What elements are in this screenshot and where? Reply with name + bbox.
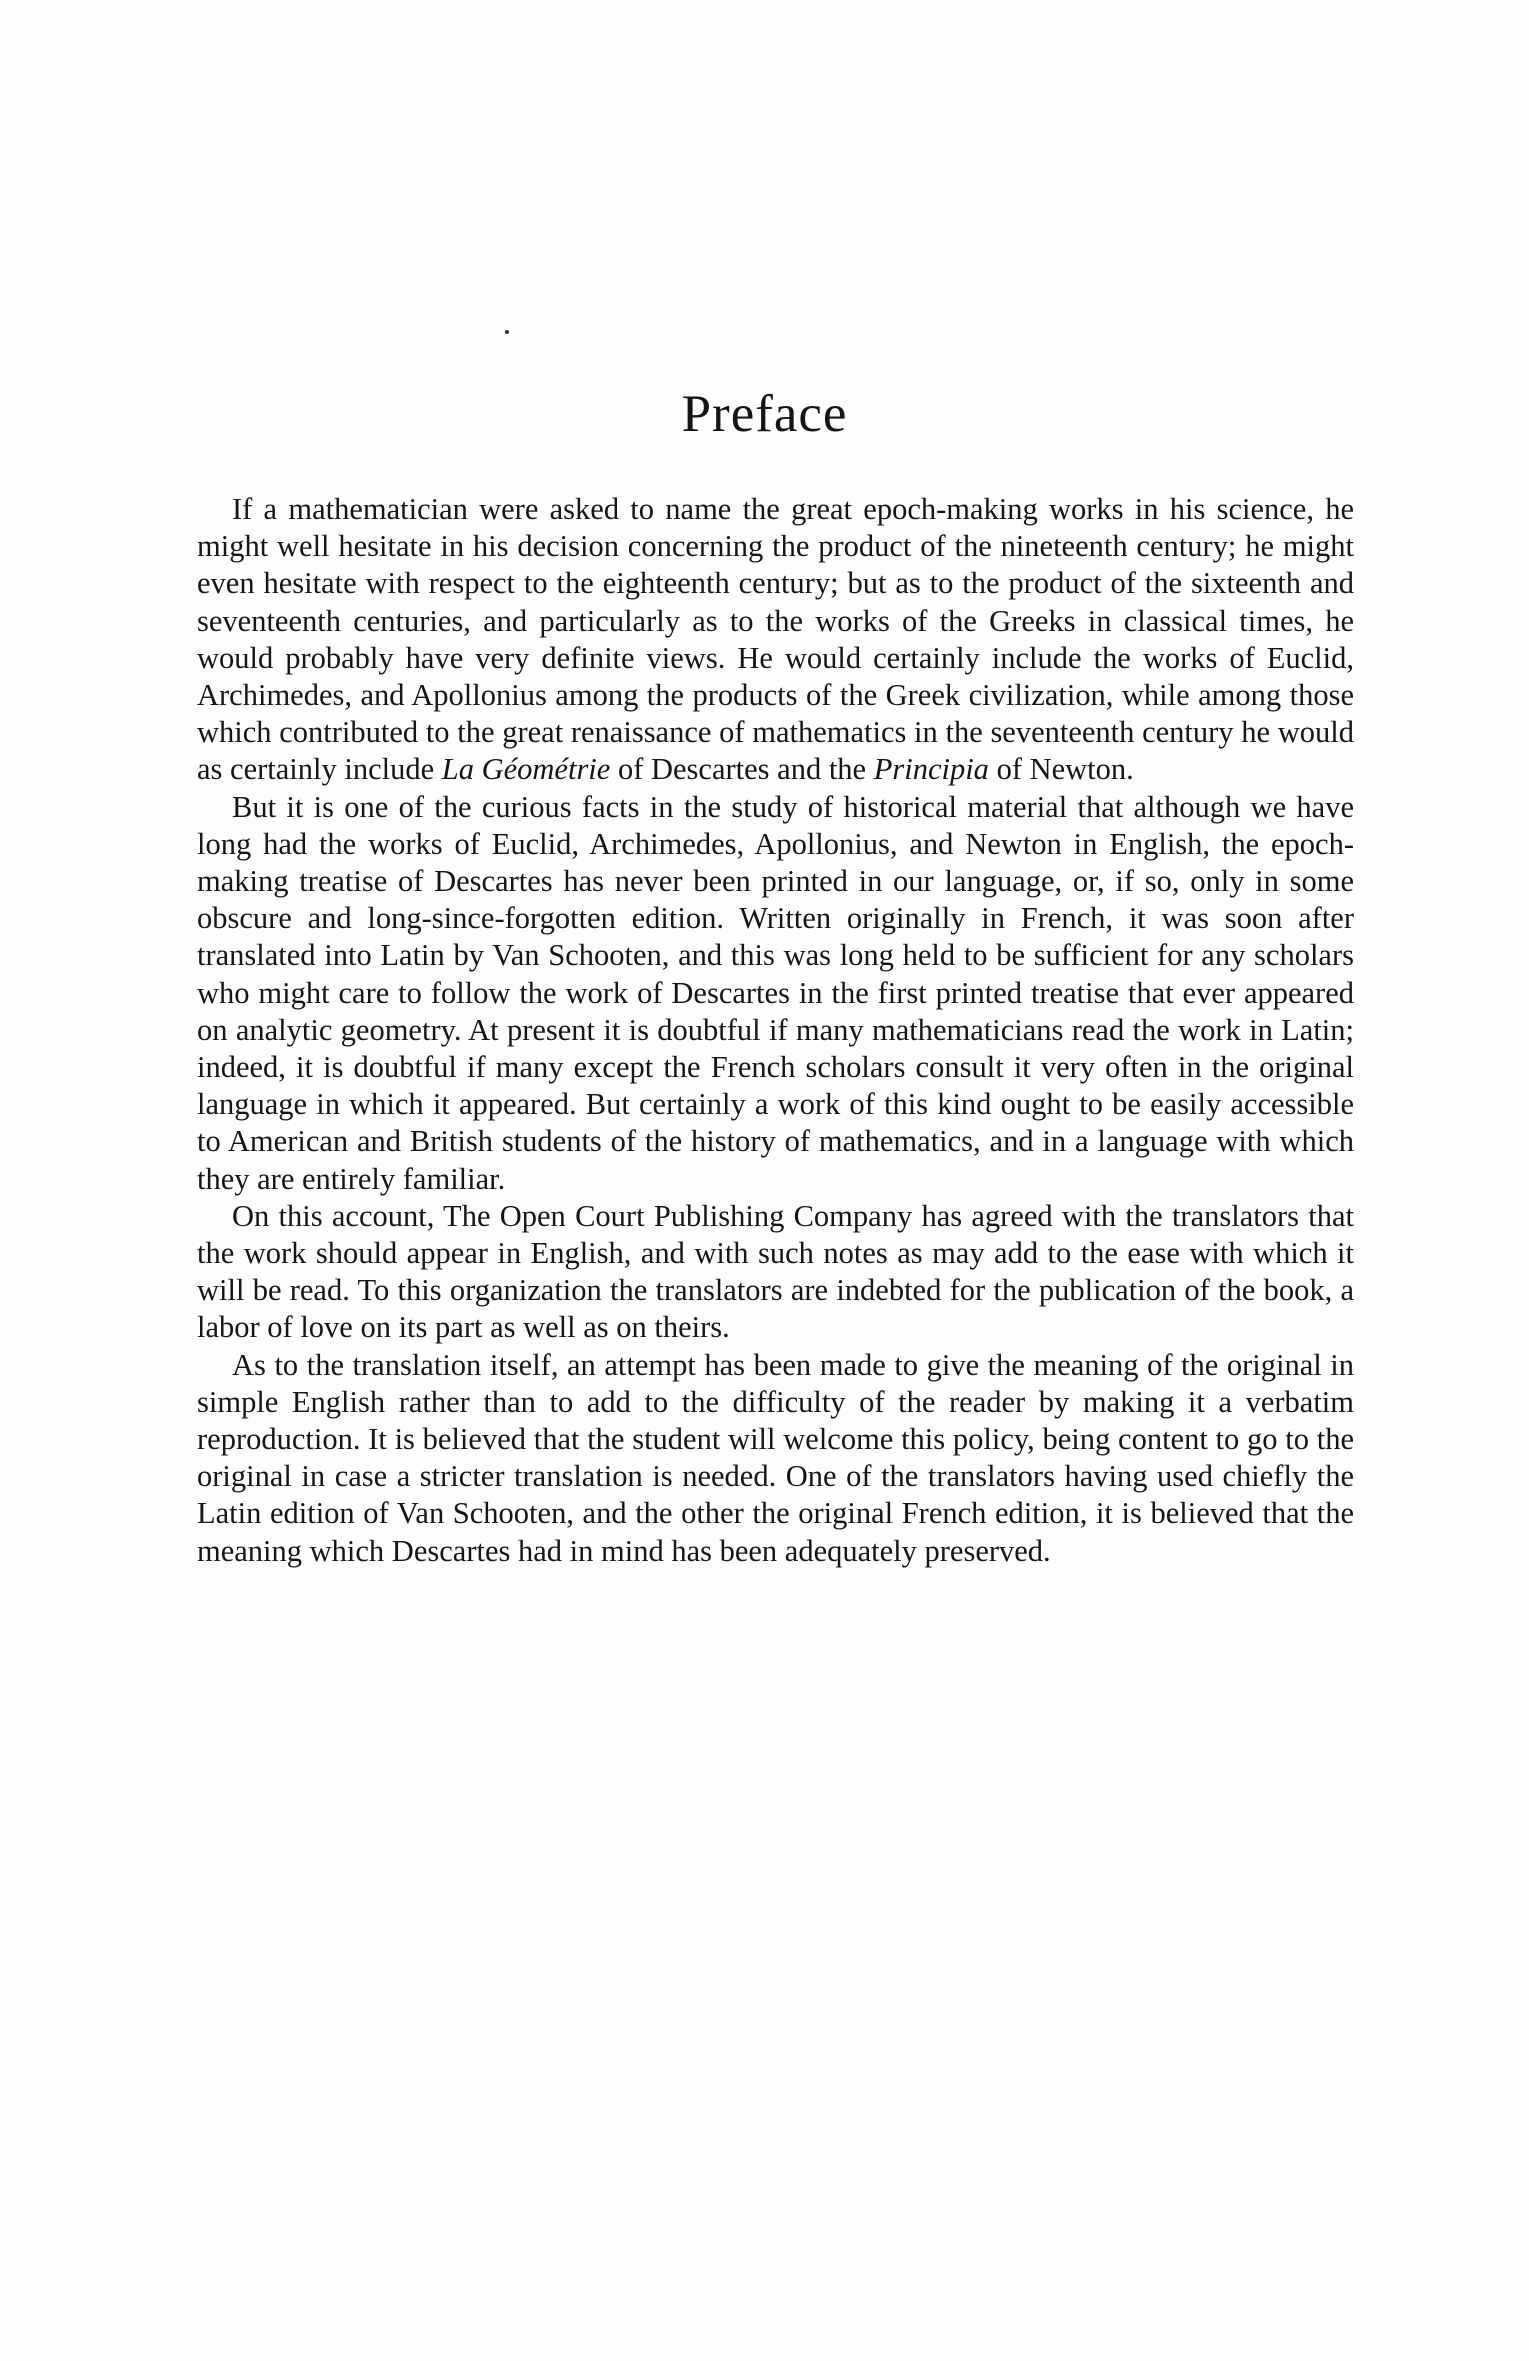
paragraph-text: As to the translation itself, an attempt has been made to give the meaning of the original in simple English rather than to add to the difficulty of the reader by making it a verbatim reproduction. It is believed that the student will welcome this policy, being content to go to the original in case a stricter translation is needed. One of the translators having used chiefly the Latin edition of Van Schooten, and the other the original French edition, it is believed that the meaning which Descartes had in mind has been adequately preserved. xyxy=(197,1347,1354,1568)
paragraph-text: But it is one of the curious facts in the study of historical material that although we have long had the works of Euclid, Archimedes, Apollonius, and Newton in English, the epoch-making treatise of Descartes has never been printed in our language, or, if so, only in some obscure and long-since-forgotten edition. Written originally in French, it was soon after translated into Latin by Van Schooten, and this was long held to be sufficient for any scholars who might care to follow the work of Descartes in the first printed treatise that ever appeared on analytic geometry. At present it is doubtful if many mathematicians read the work in Latin; indeed, it is doubtful if many except the French scholars consult it very often in the original language in which it appeared. But certainly a work of this kind ought to be easily accessible to American and British students of the history of mathematics, and in a language with which they are entirely familiar. xyxy=(197,789,1354,1196)
work-title-principia: Principia xyxy=(873,752,989,787)
preface-body xyxy=(197,491,1354,1570)
paragraph-4 xyxy=(197,1347,1354,1570)
print-speck xyxy=(505,330,509,334)
work-title-la-geometrie: La Géométrie xyxy=(441,752,611,787)
paragraph-text: of Descartes and the xyxy=(610,752,874,787)
paragraph-2 xyxy=(197,789,1354,1198)
paragraph-1 xyxy=(197,491,1354,789)
paragraph-3 xyxy=(197,1198,1354,1347)
paragraph-text: of Newton. xyxy=(988,752,1134,787)
paragraph-text: On this account, The Open Court Publishing Company has agreed with the translators that the work should appear in English, and with such notes as may add to the ease with which it will be read. To this organization the translators are indebted for the publication of the book, a labor of love on its part as well as on theirs. xyxy=(197,1198,1354,1345)
paragraph-text: If a mathematician were asked to name the great epoch-making works in his science, he might well hesitate in his decision concerning the product of the nineteenth century; he might even hesitate with respect to the eighteenth century; but as to the product of the sixteenth and seventeenth centuries, and particularly as to the works of the Greeks in classical times, he would probably have very definite views. He would certainly include the works of Euclid, Archimedes, and Apollonius among the products of the Greek civilization, while among those which contributed to the great renaissance of mathematics in the seventeenth century he would as certainly include xyxy=(197,492,1354,787)
page-title: Preface xyxy=(681,385,848,443)
